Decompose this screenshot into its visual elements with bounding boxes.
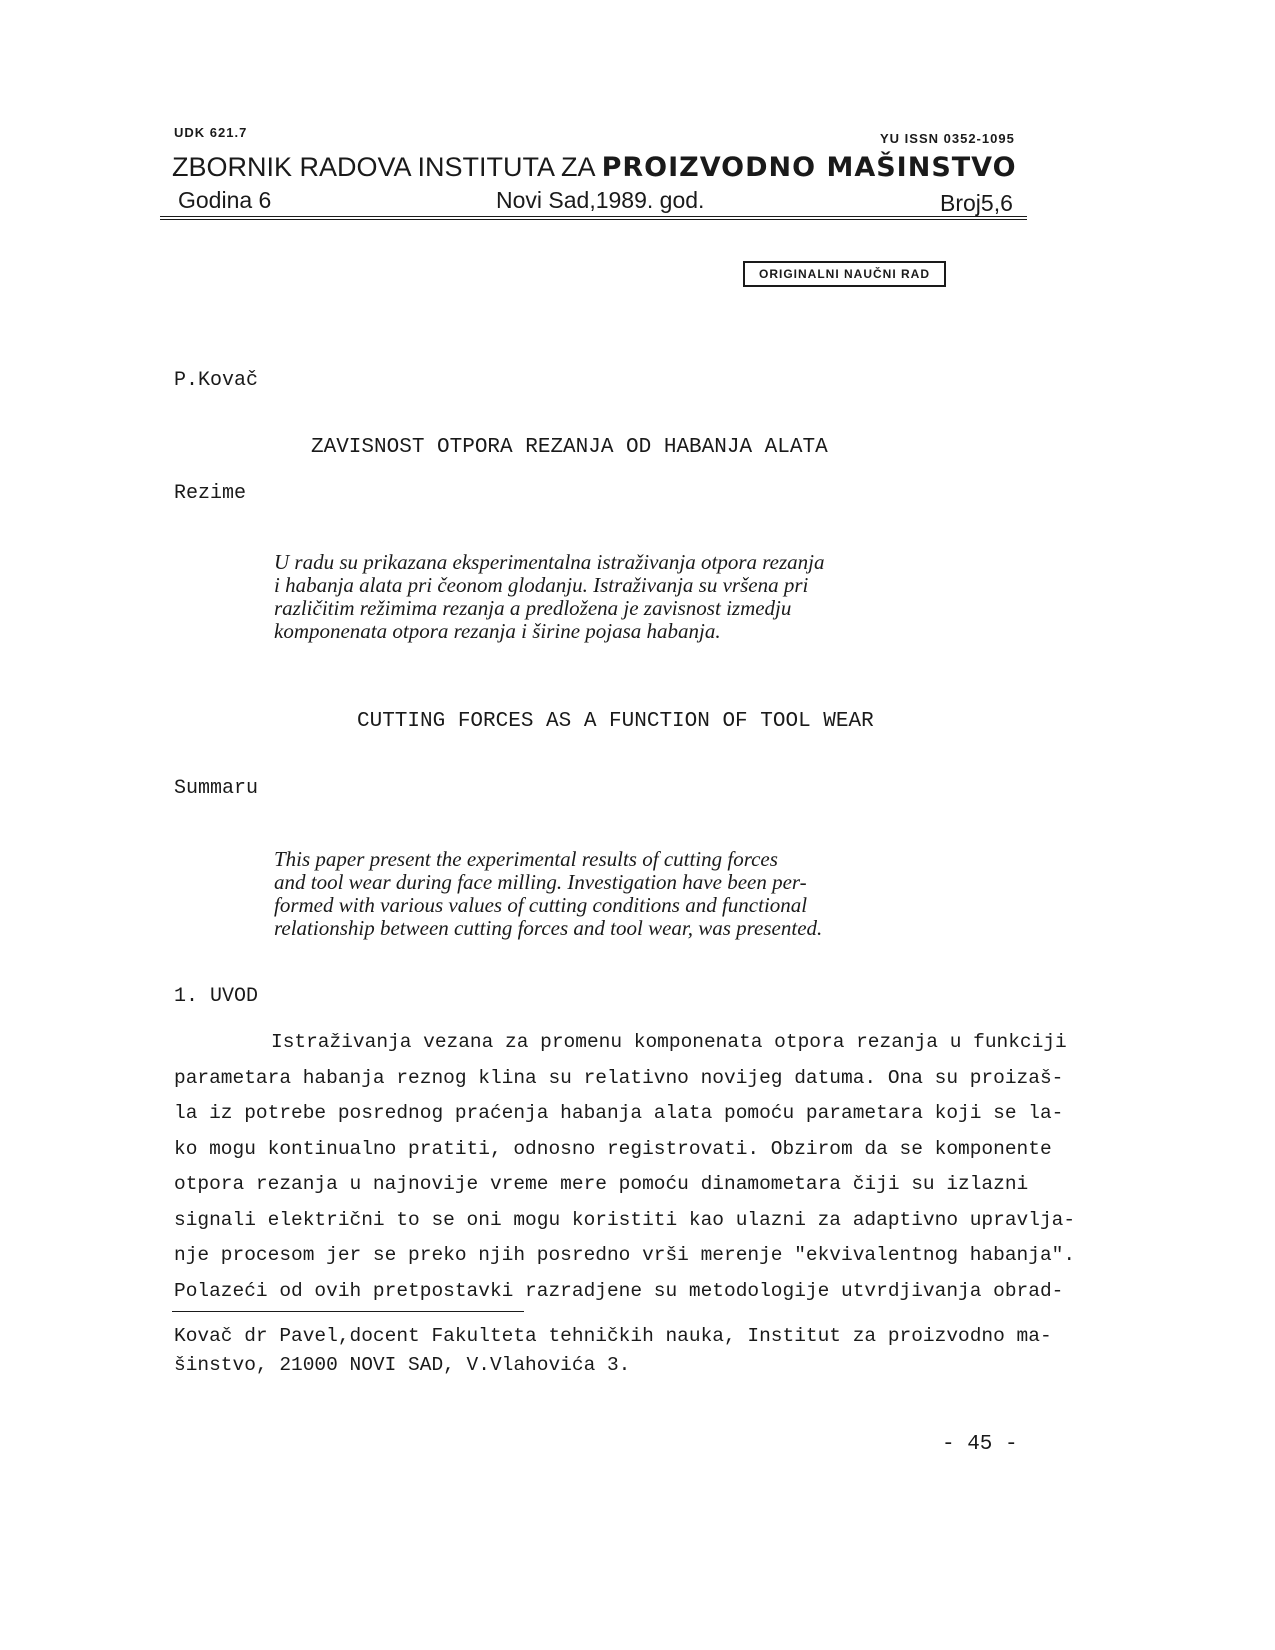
abstract-sr-line: različitim režimima rezanja a predložena je zavisnost izmedju bbox=[274, 596, 792, 620]
body-line: Istraživanja vezana za promenu komponenata otpora rezanja u funkciji bbox=[271, 1031, 1067, 1053]
journal-title-bold: PROIZVODNO MAŠINSTVO bbox=[601, 152, 1017, 183]
footnote-line: Kovač dr Pavel,docent Fakulteta tehničkih nauka, Institut za proizvodno ma- bbox=[174, 1325, 1052, 1347]
body-line: nje procesom jer se preko njih posredno vrši merenje "ekvivalentnog habanja". bbox=[174, 1244, 1076, 1266]
journal-issue: Broj5,6 bbox=[940, 190, 1013, 216]
issn-code: YU ISSN 0352-1095 bbox=[880, 131, 1015, 146]
body-line: otpora rezanja u najnovije vreme mere pomoću dinamometara čiji su izlazni bbox=[174, 1173, 1029, 1195]
rezime-label: Rezime bbox=[174, 482, 247, 505]
body-paragraph bbox=[174, 1025, 1075, 1309]
journal-place-date: Novi Sad,1989. god. bbox=[496, 187, 705, 213]
udk-code: UDK 621.7 bbox=[174, 125, 248, 140]
footnote bbox=[174, 1322, 1052, 1380]
header-rule-bottom bbox=[160, 219, 1027, 220]
abstract-serbian bbox=[274, 551, 824, 643]
body-line: Polazeći od ovih pretpostavki razradjene su metodologije utvrdjivanja obrad- bbox=[174, 1279, 1064, 1302]
abstract-en-line: and tool wear during face milling. Investigation have been per- bbox=[274, 870, 807, 894]
paper-type-badge: ORIGINALNI NAUČNI RAD bbox=[743, 261, 946, 287]
abstract-en-line: This paper present the experimental results of cutting forces bbox=[274, 847, 778, 871]
page-number: - 45 - bbox=[942, 1433, 1018, 1456]
abstract-sr-line: U radu su prikazana eksperimentalna istraživanja otpora rezanja bbox=[274, 550, 825, 574]
header-rule-top bbox=[160, 216, 1027, 217]
journal-title-regular: ZBORNIK RADOVA INSTITUTA ZA bbox=[172, 152, 595, 182]
title-english: CUTTING FORCES AS A FUNCTION OF TOOL WEAR bbox=[357, 710, 874, 733]
journal-year: Godina 6 bbox=[178, 187, 272, 213]
author-name: P.Kovač bbox=[174, 369, 259, 392]
summary-label: Summaru bbox=[174, 777, 259, 800]
journal-title bbox=[172, 152, 1017, 183]
body-line: parametara habanja reznog klina su relativno novijeg datuma. Ona su proizaš- bbox=[174, 1066, 1064, 1089]
abstract-sr-line: i habanja alata pri čeonom glodanju. Istraživanja su vršena pri bbox=[274, 573, 809, 597]
footnote-line: šinstvo, 21000 NOVI SAD, V.Vlahovića 3. bbox=[174, 1354, 631, 1376]
body-line: signali električni to se oni mogu koristiti kao ulazni za adaptivno upravlja- bbox=[174, 1208, 1076, 1231]
section-heading: 1. UVOD bbox=[174, 985, 259, 1008]
abstract-en-line: relationship between cutting forces and tool wear, was presented. bbox=[274, 916, 823, 940]
footnote-rule bbox=[172, 1311, 524, 1312]
body-line: ko mogu kontinualno pratiti, odnosno registrovati. Obzirom da se komponente bbox=[174, 1137, 1052, 1160]
title-serbian: ZAVISNOST OTPORA REZANJA OD HABANJA ALATA bbox=[311, 436, 828, 459]
body-line: la iz potrebe posrednog praćenja habanja alata pomoću parametara koji se la- bbox=[174, 1102, 1064, 1124]
abstract-en-line: formed with various values of cutting conditions and functional bbox=[274, 893, 808, 917]
abstract-english bbox=[274, 848, 822, 940]
abstract-sr-line: komponenata otpora rezanja i širine pojasa habanja. bbox=[274, 619, 721, 643]
